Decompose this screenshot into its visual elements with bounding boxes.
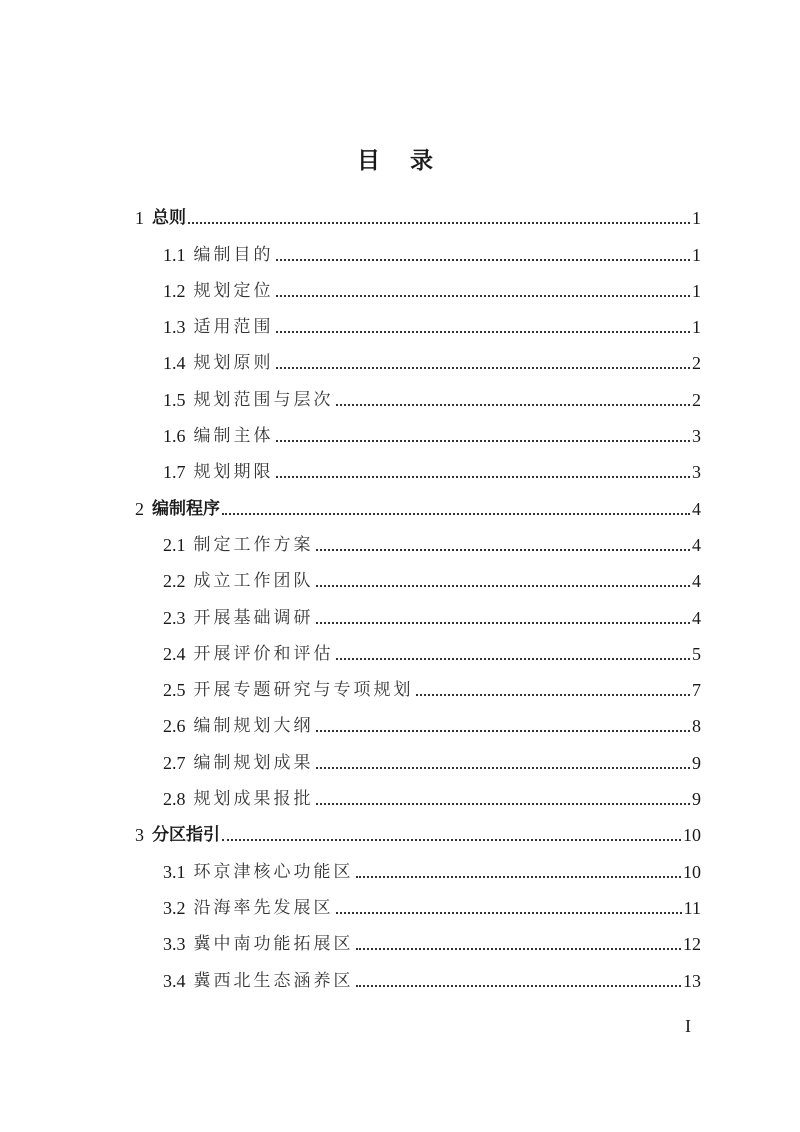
toc-entry-number: 3.2 [163, 897, 186, 918]
toc-entry-title: 编制主体 [193, 426, 274, 447]
toc-entry-title: 编制规划大纲 [193, 716, 314, 737]
toc-entry-page: 4 [692, 498, 701, 519]
toc-entry-page: 1 [692, 244, 701, 265]
toc-entry-page: 4 [692, 534, 701, 555]
toc-entry-title: 开展评价和评估 [193, 643, 334, 664]
toc-entry-title: 规划范围与层次 [193, 389, 334, 410]
dot-leader [276, 331, 691, 333]
dot-leader [316, 730, 691, 732]
toc-entry[interactable] [135, 555, 701, 591]
toc-entry-page: 1 [692, 208, 701, 229]
toc-entry-number: 3 [135, 825, 144, 846]
toc-entry-title: 规划原则 [193, 353, 274, 374]
toc-entry-number: 1.6 [163, 426, 186, 447]
toc-entry-number: 1.5 [163, 389, 186, 410]
toc-entry-page: 12 [683, 934, 701, 955]
toc-entry-page: 7 [692, 680, 701, 701]
toc-entry-page: 3 [692, 426, 701, 447]
toc-entry-title: 冀西北生态涵养区 [193, 970, 354, 991]
toc-entry-page: 9 [692, 752, 701, 773]
toc-entry-number: 2.3 [163, 607, 186, 628]
dot-leader [416, 694, 691, 696]
toc-entry-number: 3.4 [163, 970, 186, 991]
toc-entry-number: 2.7 [163, 752, 186, 773]
toc-entry-page: 1 [692, 280, 701, 301]
toc-entry-page: 4 [692, 571, 701, 592]
dot-leader [316, 767, 691, 769]
toc-entry[interactable] [135, 882, 701, 918]
toc-entry-number: 1.3 [163, 317, 186, 338]
dot-leader [276, 476, 691, 478]
toc-entry-page: 1 [692, 317, 701, 338]
toc-entry-page: 9 [692, 789, 701, 810]
dot-leader [276, 259, 691, 261]
toc-entry-page: 2 [692, 353, 701, 374]
dot-leader [276, 295, 691, 297]
toc-entry[interactable] [135, 337, 701, 373]
toc-entry-number: 2.4 [163, 643, 186, 664]
dot-leader [188, 222, 690, 224]
toc-entry-number: 2.6 [163, 716, 186, 737]
toc-entry[interactable] [135, 228, 701, 264]
toc-entry-page: 10 [683, 825, 701, 846]
toc-entry-title: 规划成果报批 [193, 789, 314, 810]
dot-leader [276, 440, 691, 442]
toc-entry-title: 环京津核心功能区 [193, 861, 354, 882]
toc-entry-number: 3.3 [163, 934, 186, 955]
toc-entry[interactable] [135, 628, 701, 664]
toc-entry-number: 1.7 [163, 462, 186, 483]
dot-leader [316, 803, 691, 805]
toc-entry-number: 3.1 [163, 861, 186, 882]
toc-entry-page: 13 [683, 970, 701, 991]
toc-entry-page: 3 [692, 462, 701, 483]
toc-entry[interactable] [135, 373, 701, 409]
dot-leader [222, 839, 681, 841]
toc-entry-page: 8 [692, 716, 701, 737]
toc-entry-number: 2.8 [163, 789, 186, 810]
toc-entry-number: 1 [135, 208, 144, 229]
table-of-contents [135, 192, 701, 991]
toc-entry-title: 冀中南功能拓展区 [193, 934, 354, 955]
dot-leader [336, 912, 682, 914]
toc-entry-title: 规划期限 [193, 462, 274, 483]
toc-entry[interactable] [135, 482, 701, 518]
toc-entry-title: 编制程序 [152, 498, 220, 519]
toc-entry-number: 1.2 [163, 280, 186, 301]
toc-entry-title: 制定工作方案 [193, 534, 314, 555]
toc-entry[interactable] [135, 845, 701, 881]
toc-entry-title: 规划定位 [193, 280, 274, 301]
dot-leader [356, 876, 682, 878]
toc-entry[interactable] [135, 446, 701, 482]
page-title: 目录 [357, 148, 463, 174]
toc-entry-number: 2.1 [163, 534, 186, 555]
toc-entry-number: 2 [135, 498, 144, 519]
toc-entry[interactable] [135, 736, 701, 772]
toc-entry-number: 1.4 [163, 353, 186, 374]
toc-entry[interactable] [135, 410, 701, 446]
toc-entry-title: 沿海率先发展区 [193, 897, 334, 918]
toc-entry-page: 11 [683, 897, 701, 918]
toc-entry-title: 开展基础调研 [193, 607, 314, 628]
toc-entry[interactable] [135, 773, 701, 809]
toc-entry[interactable] [135, 301, 701, 337]
toc-entry-title: 总则 [152, 208, 186, 229]
dot-leader [316, 549, 691, 551]
toc-entry-title: 开展专题研究与专项规划 [193, 680, 414, 701]
toc-entry[interactable] [135, 265, 701, 301]
dot-leader [336, 404, 691, 406]
toc-entry-title: 成立工作团队 [193, 571, 314, 592]
toc-entry-number: 2.5 [163, 680, 186, 701]
toc-entry-number: 1.1 [163, 244, 186, 265]
toc-entry-page: 10 [683, 861, 701, 882]
dot-leader [316, 622, 691, 624]
toc-entry-title: 编制目的 [193, 244, 274, 265]
toc-entry-title: 适用范围 [193, 317, 274, 338]
dot-leader [222, 513, 690, 515]
toc-entry-page: 5 [692, 643, 701, 664]
toc-entry[interactable] [135, 591, 701, 627]
toc-entry-page: 4 [692, 607, 701, 628]
toc-entry[interactable] [135, 954, 701, 990]
toc-entry[interactable] [135, 918, 701, 954]
toc-entry-title: 分区指引 [152, 825, 220, 846]
toc-entry-number: 2.2 [163, 571, 186, 592]
dot-leader [316, 585, 691, 587]
toc-entry[interactable] [135, 664, 701, 700]
toc-entry[interactable] [135, 192, 701, 228]
toc-entry-page: 2 [692, 389, 701, 410]
dot-leader [276, 367, 691, 369]
dot-leader [336, 658, 691, 660]
toc-entry[interactable] [135, 809, 701, 845]
page-number: I [685, 1016, 691, 1036]
toc-entry[interactable] [135, 519, 701, 555]
toc-entry[interactable] [135, 700, 701, 736]
toc-entry-title: 编制规划成果 [193, 752, 314, 773]
dot-leader [356, 985, 682, 987]
dot-leader [356, 948, 682, 950]
